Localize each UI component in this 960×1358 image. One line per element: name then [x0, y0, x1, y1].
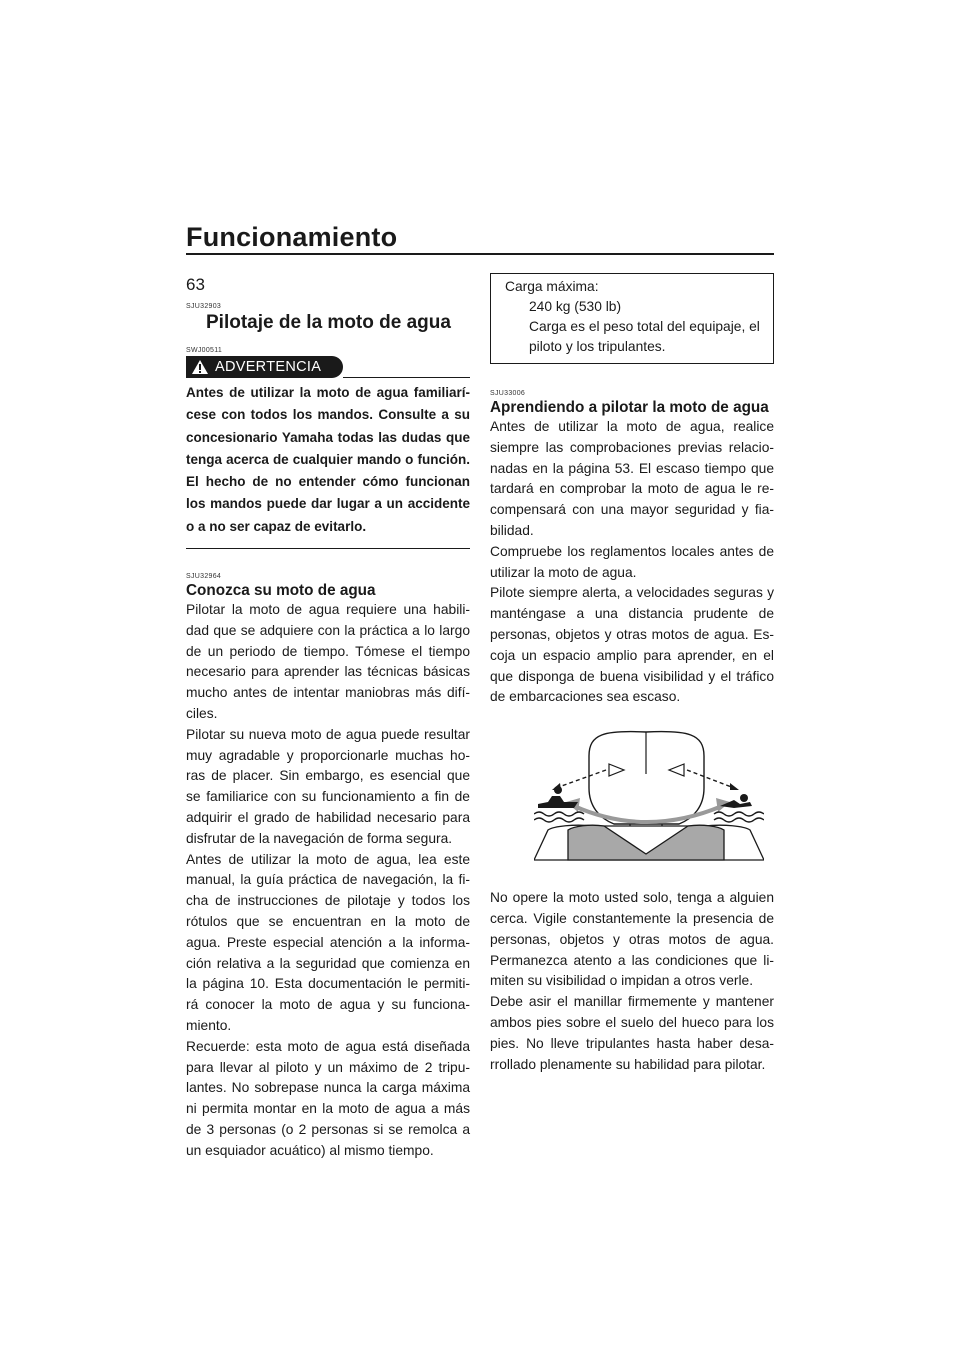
subsection-title: Conozca su moto de agua — [186, 582, 376, 600]
left-waves — [534, 812, 584, 816]
section-title: Pilotaje de la moto de agua — [206, 312, 451, 333]
subsection-title: Aprendiendo a pilotar la moto de agua — [490, 399, 769, 416]
illustration-svg — [534, 726, 764, 861]
max-load-note: Carga es el peso total del equipaje, el piloto y los tripulantes. — [529, 319, 760, 354]
paragraph: Compruebe los reglamentos locales antes de utilizar la moto de agua. — [490, 543, 774, 580]
right-waves — [714, 812, 764, 816]
warning-label: ADVERTENCIA — [215, 359, 322, 375]
warning-text: Antes de utilizar la moto de agua familiarí-cese con todos los mandos. Consulte a su concesionario Yamaha todas las dudas que tenga acerca de cualquier mando o función. El hecho de no entender cómo funcionan los mandos puede dar lugar a un accidente o a no ser capaz de evitarlo. — [186, 385, 470, 534]
max-load-box — [490, 273, 774, 364]
paragraph: Recuerde: esta moto de agua está diseñada para llevar al piloto y un máximo de 2 tripu-lantes. No sobrepase nunca la carga máxima ni permita montar en la moto de agua a más de 3 personas (o 2 personas si se remolca a un esquiador acuático) al mismo tiempo. — [186, 1038, 470, 1158]
paragraph: Pilotar su nueva moto de agua puede resultar muy agradable y proporcionarle muchas ho-ras de placer. Sin embargo, es esencial que se familiarice con su funcionamiento a fin de adquirir el grado de habilidad necesario para disfrutar de la navegación de forma segura. — [186, 726, 470, 846]
page-header-title: Funcionamiento — [186, 222, 398, 252]
warning-triangle-icon — [191, 359, 209, 375]
paragraph: Pilotar la moto de agua requiere una habili-dad que se adquiere con la práctica a lo largo de un periodo de tiempo. Tómese el tiempo necesario para aprender las técnicas básicas mucho antes de intentar maniobras más difí-ciles. — [186, 602, 470, 722]
subsection-code: SJU32964 — [186, 573, 222, 581]
warning-header — [186, 356, 470, 378]
subsection-code: SJU33006 — [490, 390, 526, 397]
max-load-value: 240 kg (530 lb) — [529, 299, 622, 314]
warning-badge — [186, 356, 343, 378]
warning-bottom-line — [186, 548, 470, 549]
section-code: SJU32903 — [186, 303, 222, 310]
paragraph: No opere la moto usted solo, tenga a alguien cerca. Vigile constantemente la presencia de personas, objetos y otras motos de agua. Permanezca atento a las condiciones que li-miten su visibilidad o impidan a otros verle. — [490, 890, 774, 989]
page-number: 63 — [186, 275, 205, 294]
warning-header-line — [343, 377, 470, 378]
paragraph: Debe asir el manillar firmemente y mantener ambos pies sobre el suelo del hueco para los pies. No lleve tripulantes hasta haber desa-rrollado plenamente su habilidad para pilotar. — [490, 994, 774, 1072]
rider-visibility-illustration — [534, 726, 774, 866]
right-column — [490, 273, 774, 1075]
paragraph: Antes de utilizar la moto de agua, realice siempre las comprobaciones previas relacio-nadas en la página 53. El escaso tiempo que tardará en comprobar la moto de agua le re-compensará con una mayor seguridad y fia-bilidad. — [490, 419, 774, 538]
max-load-label: Carga máxima: — [505, 279, 599, 294]
paragraph: Pilote siempre alerta, a velocidades seguras y manténgase a una distancia prudente de personas, objetos y otras motos de agua. Es-coja un espacio amplio para aprender, en el que disponga de buena visibilidad y el tráfico de embarcaciones sea escaso. — [490, 585, 774, 705]
paragraph: Antes de utilizar la moto de agua, lea este manual, la guía práctica de navegación, la fi-cha de instrucciones de pilotaje y todos los rótulos que se encuentran en la moto de agua. Preste especial atención a la informa-ción relativa a la seguridad que comienza en la página 10. Esta documentación le permiti-rá conocer la moto de agua y su funciona-miento. — [186, 851, 470, 1034]
right-arrowhead-icon — [730, 783, 739, 790]
left-column — [186, 302, 470, 1162]
header-divider — [186, 253, 774, 255]
warning-code: SWJ00511 — [186, 347, 223, 354]
jet-ski-icon — [538, 786, 578, 808]
